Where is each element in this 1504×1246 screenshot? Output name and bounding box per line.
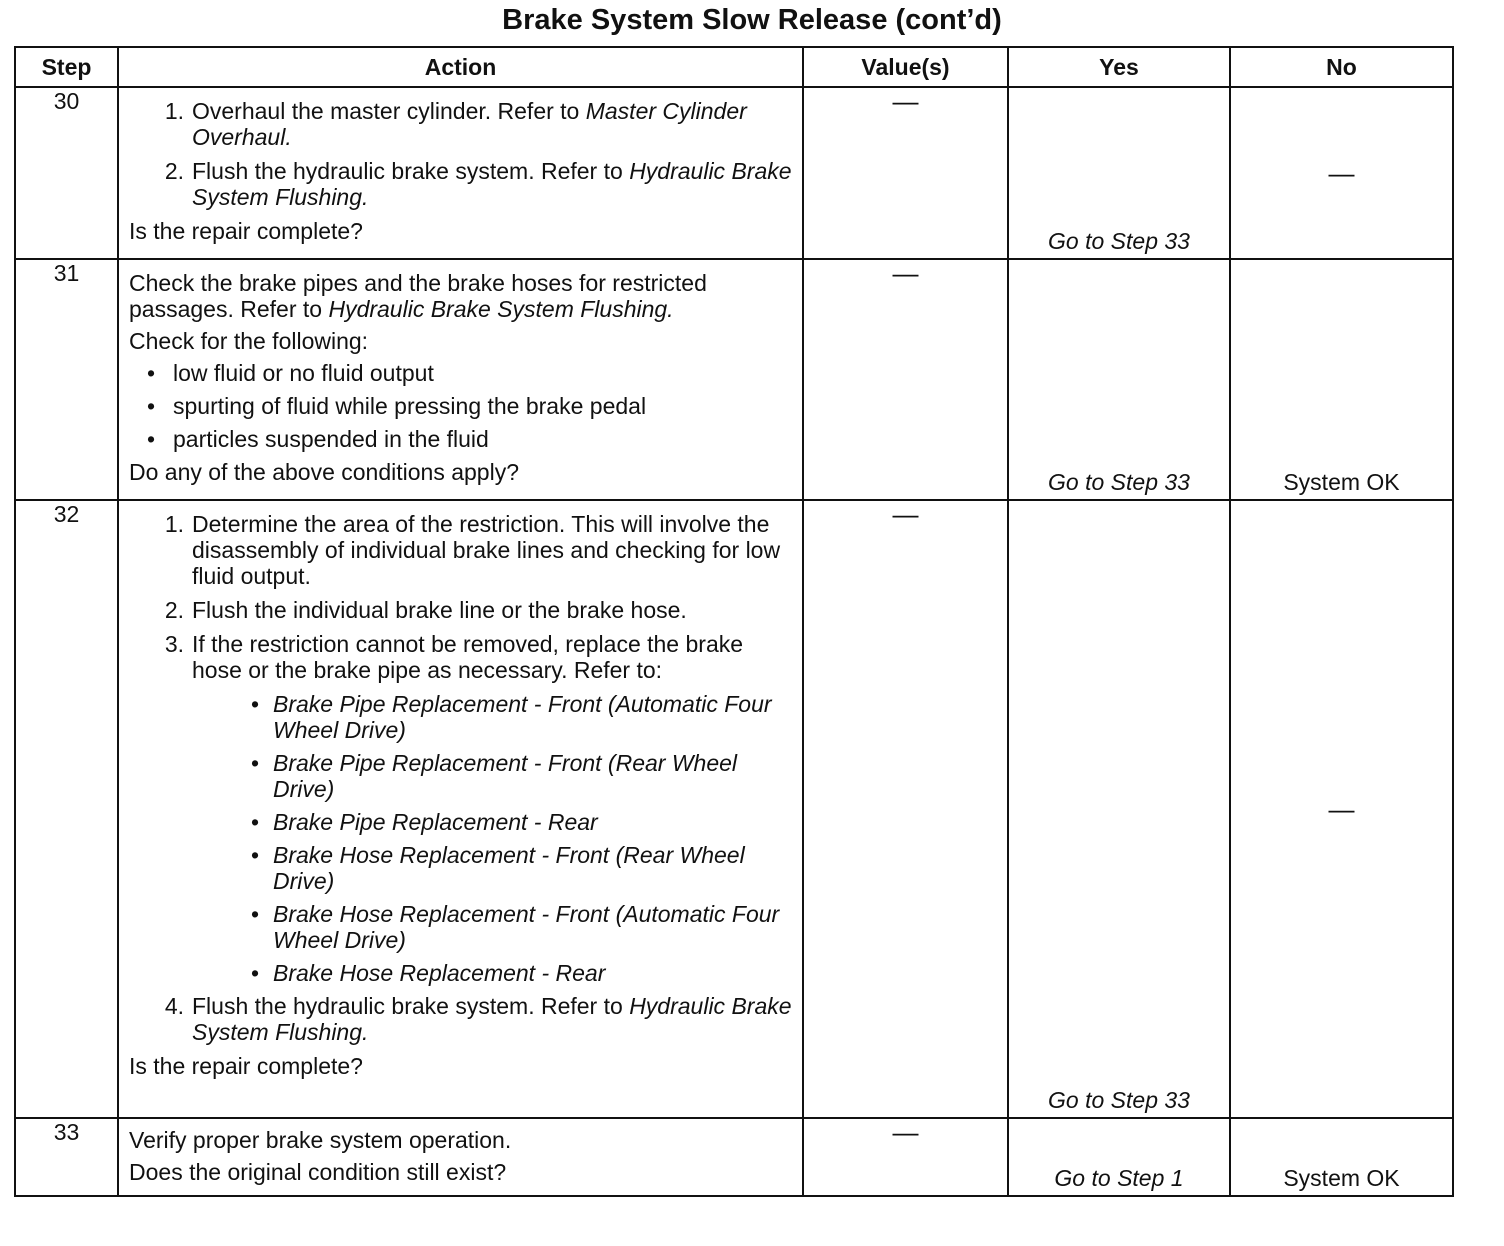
table-row xyxy=(15,259,1453,500)
list-item: 1. Overhaul the master cylinder. Refer to Master Cylinder Overhaul. xyxy=(164,98,747,150)
header-no: No xyxy=(1230,47,1453,87)
table-row xyxy=(15,87,1453,259)
reference-link: Hydraulic Brake System Flushing. xyxy=(192,158,792,210)
goto-step: Go to Step 33 xyxy=(1048,469,1190,495)
instruction: Check the brake pipes and the brake hoses for restricted passages. Refer to Hydraulic Brake System Flushing. xyxy=(129,270,707,322)
goto-step: Go to Step 33 xyxy=(1048,228,1190,254)
list-item: 3. If the restriction cannot be removed, replace the brake hose or the brake pipe as necessary. Refer to: xyxy=(164,631,744,683)
result-text: System OK xyxy=(1283,469,1400,495)
action-cell xyxy=(118,500,803,1118)
step-number: 31 xyxy=(15,259,118,500)
values-cell: — xyxy=(803,259,1008,500)
reference-link: Master Cylinder Overhaul. xyxy=(192,98,747,150)
reference-item: • Brake Pipe Replacement - Front (Automatic Four Wheel Drive) xyxy=(250,691,772,743)
instruction: Verify proper brake system operation. xyxy=(129,1127,512,1153)
goto-step: Go to Step 1 xyxy=(1054,1165,1184,1191)
reference-item: • Brake Hose Replacement - Front (Automatic Four Wheel Drive) xyxy=(250,901,780,953)
no-cell xyxy=(1230,259,1453,500)
page-title: Brake System Slow Release (cont’d) xyxy=(502,4,1002,36)
header-action: Action xyxy=(118,47,803,87)
action-cell xyxy=(118,259,803,500)
reference-link: Hydraulic Brake System Flushing. xyxy=(328,296,674,322)
question: Does the original condition still exist? xyxy=(129,1159,507,1185)
no-cell: — xyxy=(1230,500,1453,1118)
instruction: Check for the following: xyxy=(129,328,369,354)
step-number: 33 xyxy=(15,1118,118,1196)
yes-cell xyxy=(1008,259,1230,500)
list-item: • particles suspended in the fluid xyxy=(146,426,489,452)
yes-cell xyxy=(1008,87,1230,259)
values-cell: — xyxy=(803,1118,1008,1196)
table-row xyxy=(15,500,1453,1118)
yes-cell xyxy=(1008,500,1230,1118)
question: Do any of the above conditions apply? xyxy=(129,459,519,485)
reference-item: • Brake Hose Replacement - Rear xyxy=(250,960,606,986)
values-cell: — xyxy=(803,500,1008,1118)
action-cell xyxy=(118,87,803,259)
goto-step: Go to Step 33 xyxy=(1048,1087,1190,1113)
step-number: 30 xyxy=(15,87,118,259)
list-item: • spurting of fluid while pressing the brake pedal xyxy=(146,393,647,419)
list-item: 4. Flush the hydraulic brake system. Refer to Hydraulic Brake System Flushing. xyxy=(164,993,792,1045)
list-item: 2. Flush the individual brake line or the brake hose. xyxy=(164,597,687,623)
reference-item: • Brake Pipe Replacement - Front (Rear Wheel Drive) xyxy=(250,750,738,802)
list-item: 1. Determine the area of the restriction. This will involve the disassembly of individual brake lines and checking for low fluid output. xyxy=(164,511,781,589)
no-cell xyxy=(1230,1118,1453,1196)
result-text: System OK xyxy=(1283,1165,1400,1191)
header-row xyxy=(15,47,1453,87)
list-item: 2. Flush the hydraulic brake system. Refer to Hydraulic Brake System Flushing. xyxy=(164,158,792,210)
diagnostic-table xyxy=(14,46,1454,1197)
values-cell: — xyxy=(803,87,1008,259)
reference-item: • Brake Hose Replacement - Front (Rear Wheel Drive) xyxy=(250,842,745,894)
header-step: Step xyxy=(15,47,118,87)
question: Is the repair complete? xyxy=(129,1053,363,1079)
step-number: 32 xyxy=(15,500,118,1118)
table-row xyxy=(15,1118,1453,1196)
yes-cell xyxy=(1008,1118,1230,1196)
header-values: Value(s) xyxy=(803,47,1008,87)
reference-link: Hydraulic Brake System Flushing. xyxy=(192,993,792,1045)
reference-item: • Brake Pipe Replacement - Rear xyxy=(250,809,598,835)
list-item: • low fluid or no fluid output xyxy=(146,360,434,386)
question: Is the repair complete? xyxy=(129,218,363,244)
header-yes: Yes xyxy=(1008,47,1230,87)
no-cell: — xyxy=(1230,87,1453,259)
action-cell xyxy=(118,1118,803,1196)
